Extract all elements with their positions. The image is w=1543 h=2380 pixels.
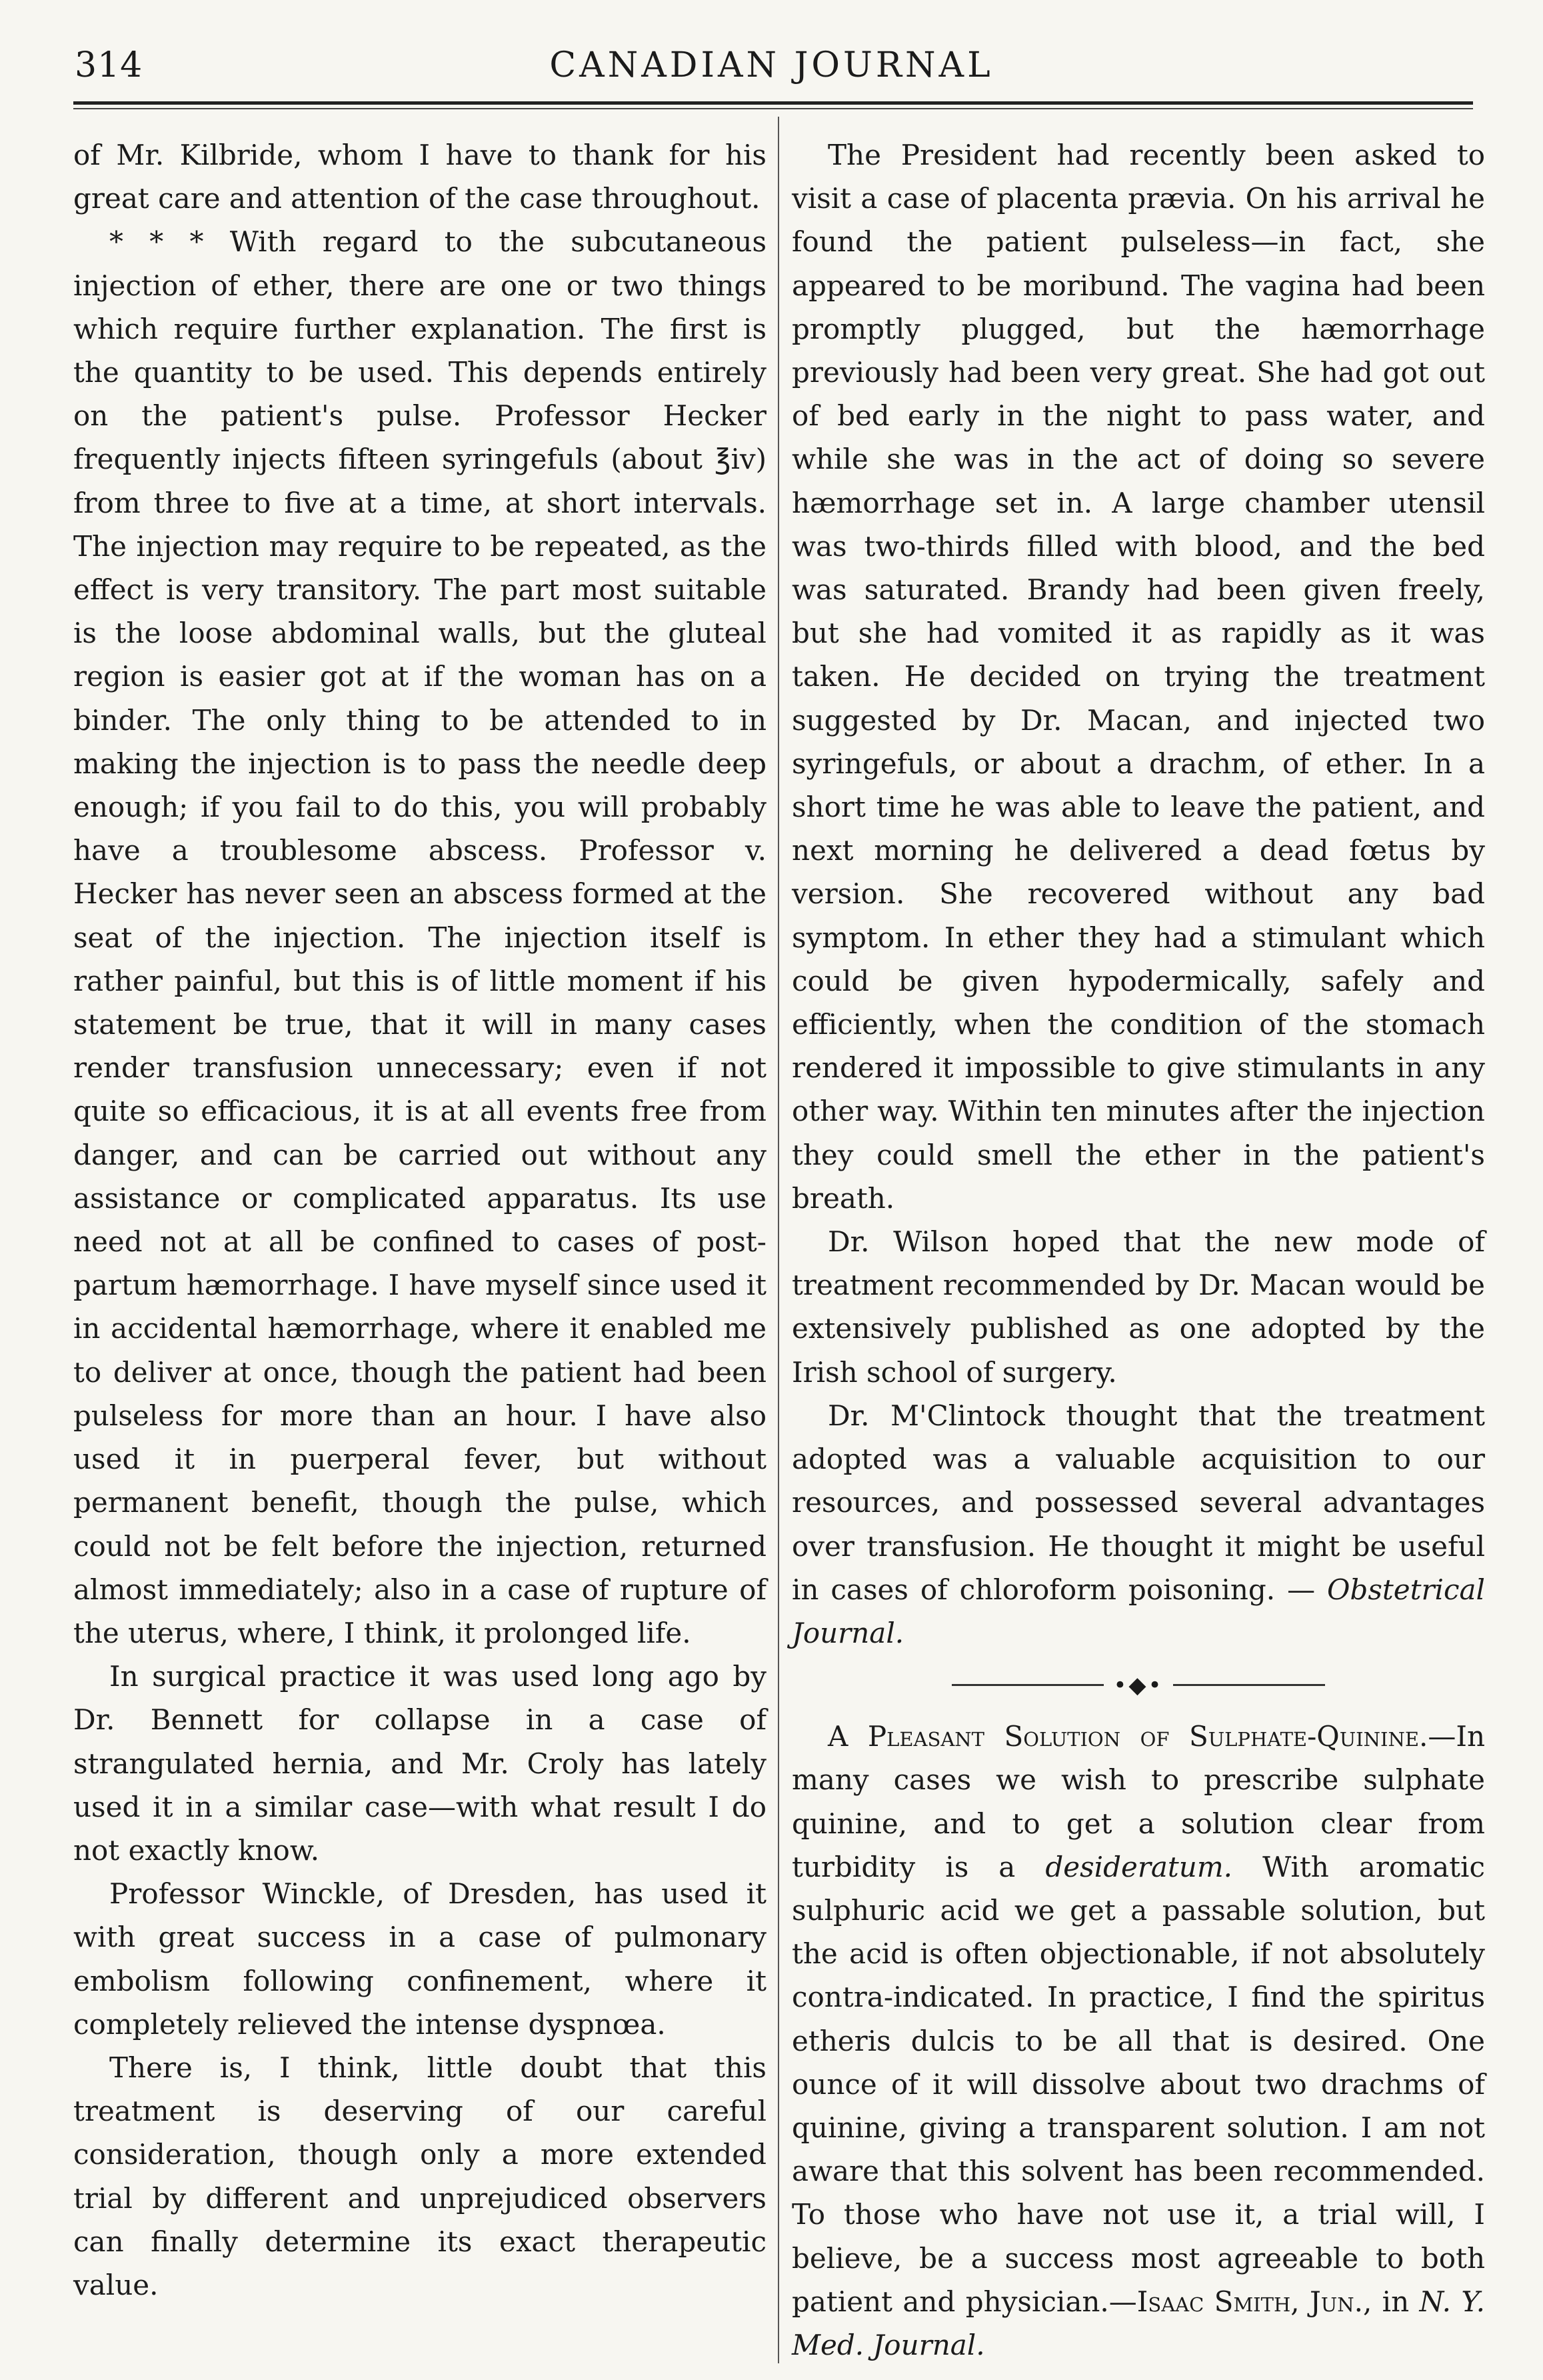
article-title: A Pleasant Solution of Sulphate-Quinine. xyxy=(828,1720,1428,1753)
right-column xyxy=(792,133,1485,2367)
source-citation: Obstetrical Journal. xyxy=(792,1573,1485,1649)
paragraph: of Mr. Kilbride, whom I have to thank for his great care and attention of the case throughout. xyxy=(73,139,767,215)
running-title: CANADIAN JOURNAL xyxy=(549,45,994,85)
column-divider xyxy=(778,117,779,2363)
paragraph: In surgical practice it was used long ago by Dr. Bennett for collapse in a case of strangulated hernia, and Mr. Croly has lately used it in a similar case—with what result I do not exactly know. xyxy=(73,1660,767,1867)
paragraph: Professor Winckle, of Dresden, has used it with great success in a case of pulmonary embolism following confinement, where it completely relieved the intense dyspnœa. xyxy=(73,1877,767,2041)
paragraph-text: Dr. M'Clintock thought that the treatment adopted was a valuable acquisition to our resources, and possessed several advantages over transfusion. He thought it might be useful in cases of chloroform poisoning. — xyxy=(792,1399,1485,1606)
article-text: With aromatic sulphuric acid we get a passable solution, but the acid is often objectionable, if not absolutely contra-indicated. In practice, I find the spiritus etheris dulcis to be all that is desired. One ounce of it will dissolve about two drachms of quinine, giving a transparent solution. I am not aware that this solvent has been recommended. To those who have not use it, a trial will, I believe, be a success most agreeable to both patient and physician.— xyxy=(792,1850,1485,2318)
article-paragraph xyxy=(792,1715,1485,2367)
paragraph xyxy=(792,1394,1485,1655)
page-header xyxy=(0,25,1543,99)
source-citation: N. Y. Med. Journal. xyxy=(792,2285,1485,2361)
header-rule xyxy=(73,101,1473,105)
ornament-glyph: •◆• xyxy=(1104,1664,1172,1707)
italic-term: desideratum. xyxy=(1045,1850,1233,1883)
page-number: 314 xyxy=(75,45,143,85)
left-column xyxy=(73,133,767,2307)
header-rule-thin xyxy=(73,108,1473,109)
article-text: —In many cases we wish to prescribe sulphate quinine, and to get a solution clear from turbidity is a xyxy=(792,1720,1485,1883)
paragraph: There is, I think, little doubt that this treatment is deserving of our careful consideration, though only a more extended trial by different and unprejudiced observers can finally determine its exact therapeutic value. xyxy=(73,2051,767,2301)
paragraph: * * * With regard to the subcutaneous injection of ether, there are one or two things which require further explanation. The first is the quantity to be used. This depends entirely on the patient's pulse. Professor Hecker frequently injects fifteen syringefuls (about ℥iv) from three to five at a time, at short intervals. The injection may require to be repeated, as the effect is very transitory. The part most suitable is the loose abdominal walls, but the gluteal region is easier got at if the woman has on a binder. The only thing to be attended to in making the injection is to pass the needle deep enough; if you fail to do this, you will probably have a troublesome abscess. Professor v. Hecker has never seen an abscess formed at the seat of the injection. The injection itself is rather painful, but this is of little moment if his statement be true, that it will in many cases render transfusion unnecessary; even if not quite so efficacious, it is at all events free from danger, and can be carried out without any assistance or complicated apparatus. Its use need not at all be confined to cases of post-partum hæmorrhage. I have myself since used it in accidental hæmorrhage, where it enabled me to deliver at once, though the patient had been pulseless for more than an hour. I have also used it in puerperal fever, but without permanent benefit, though the pulse, which could not be felt before the injection, returned almost immediately; also in a case of rupture of the uterus, where, I think, it prolonged life. xyxy=(73,225,767,1649)
article-author: Isaac Smith, Jun., xyxy=(1136,2285,1372,2318)
article-text: in xyxy=(1372,2285,1420,2318)
section-ornament xyxy=(792,1655,1485,1715)
paragraph: Dr. Wilson hoped that the new mode of treatment recommended by Dr. Macan would be extensively published as one adopted by the Irish school of surgery. xyxy=(792,1225,1485,1389)
paragraph: The President had recently been asked to visit a case of placenta prævia. On his arrival he found the patient pulseless—in fact, she appeared to be moribund. The vagina had been promptly plugged, but the hæmorrhage previously had been very great. She had got out of bed early in the night to pass water, and while she was in the act of doing so severe hæmorrhage set in. A large chamber utensil was two-thirds filled with blood, and the bed was saturated. Brandy had been given freely, but she had vomited it as rapidly as it was taken. He decided on trying the treatment suggested by Dr. Macan, and injected two syringefuls, or about a drachm, of ether. In a short time he was able to leave the patient, and next morning he delivered a dead fœtus by version. She recovered without any bad symptom. In ether they had a stimulant which could be given hypodermically, safely and efficiently, when the condition of the stomach rendered it impossible to give stimulants in any other way. Within ten minutes after the injection they could smell the ether in the patient's breath. xyxy=(792,139,1485,1215)
